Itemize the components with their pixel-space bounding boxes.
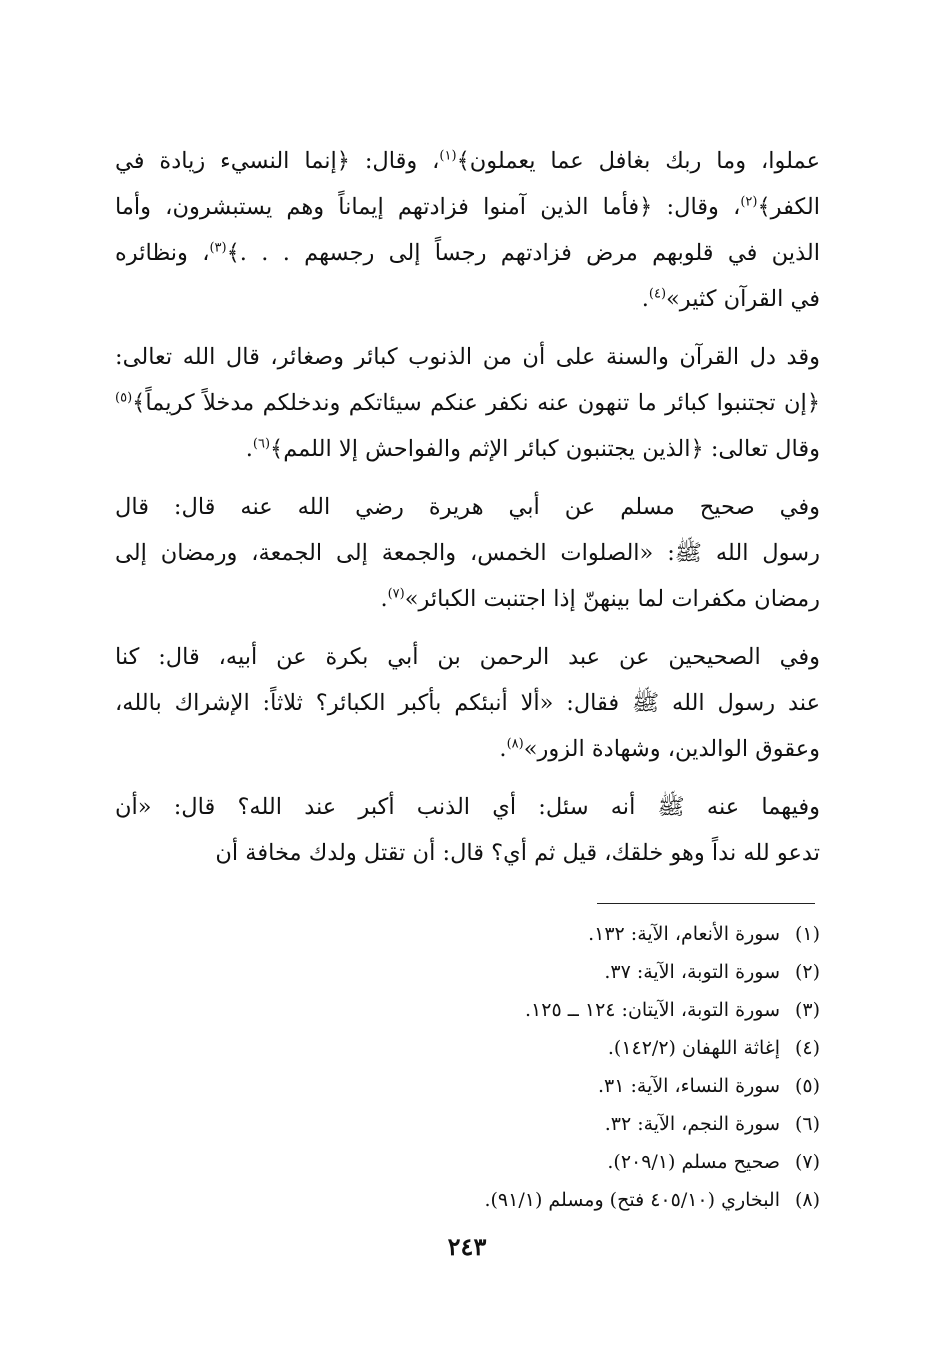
paragraph [115,484,820,622]
text-line [115,276,820,322]
text-line [115,184,820,230]
line-text: رسول الله ﷺ: «الصلوات الخمس، والجمعة إلى الجمعة، ورمضان إلى [115,540,820,566]
line-text: وفي الصحيحين عن عبد الرحمن بن أبي بكرة عن أبيه، قال: كنا [115,644,820,670]
footnote-item [330,1029,820,1067]
footnote-ref: (٥) [115,390,133,406]
footnote-number: (٧) [794,1151,820,1173]
footnote-item [330,1105,820,1143]
footnote-number: (٥) [794,1075,820,1097]
footnote-text: سورة النساء، الآية: ٣١. [597,1075,780,1097]
footnote-item [330,953,820,991]
line-text: عملوا، وما ربك بغافل عما يعملون﴾ [456,148,820,174]
footnote-ref: (٣) [209,240,227,256]
line-text: وقد دل القرآن والسنة على أن من الذنوب كبائر وصغائر، قال الله تعالى: [115,344,820,370]
line-text: الذين في قلوبهم مرض فزادتهم رجساً إلى رجسهم . . .﴾ [226,240,820,266]
footnote-ref: (٨) [506,736,524,752]
text-line [115,334,820,380]
footnote-number: (٣) [794,999,820,1021]
footnote-item [330,991,820,1029]
text-line [115,484,820,530]
line-text: عند رسول الله ﷺ فقال: «ألا أنبئكم بأكبر الكبائر؟ ثلاثاً: الإشراك بالله، [115,690,820,716]
footnote-text: سورة النجم، الآية: ٣٢. [604,1113,780,1135]
line-text-continued: . [245,436,253,462]
footnote-ref: (٤) [648,286,667,302]
line-text: رمضان مكفرات لما بينهنّ إذا اجتنبت الكبائر» [404,586,820,612]
footnote-number: (٨) [794,1189,820,1211]
footnote-text: البخاري (٤٠٥/١٠ فتح) ومسلم (٩١/١). [484,1189,780,1211]
line-text: في القرآن كثير» [666,286,820,312]
footnote-text: سورة التوبة، الآية: ٣٧. [604,961,780,983]
line-text: وعقوق الوالدين، وشهادة الزور» [523,736,820,762]
footnote-number: (١) [794,923,820,945]
text-line [115,830,820,876]
line-text-continued: . [641,286,649,312]
footnote-ref: (٢) [740,194,758,210]
footnotes-list [330,915,820,1219]
text-line [115,530,820,576]
footnote-ref: (٧) [387,586,405,602]
paragraph [115,634,820,772]
line-text-continued: . [380,586,388,612]
footnote-number: (٢) [794,961,820,983]
line-text: الكفر﴾ [757,194,820,220]
footnote-text: سورة التوبة، الآيتان: ١٢٤ ــ ١٢٥. [524,999,780,1021]
text-line [115,634,820,680]
text-line [115,576,820,622]
footnote-item [330,1143,820,1181]
footnote-item [330,1067,820,1105]
text-line [115,680,820,726]
line-text: تدعو لله نداً وهو خلقك، قيل ثم أي؟ قال: أن تقتل ولدك مخافة أن [215,840,820,866]
footnote-item [330,915,820,953]
footnote-divider [597,903,815,904]
footnote-text: صحيح مسلم (٢٠٩/١). [607,1151,780,1173]
text-line [115,726,820,772]
footnote-item [330,1181,820,1219]
text-line [115,380,820,426]
line-text: وقال تعالى: ﴿الذين يجتنبون كبائر الإثم والفواحش إلا اللمم﴾ [270,436,820,462]
footnote-number: (٤) [794,1037,820,1059]
line-text: وفيهما عنه ﷺ أنه سئل: أي الذنب أكبر عند الله؟ قال: «أن [115,794,820,820]
paragraph [115,138,820,322]
text-line [115,426,820,472]
text-line [115,784,820,830]
paragraph [115,784,820,876]
line-text-continued: . [499,736,507,762]
text-line [115,230,820,276]
line-text-continued: ، وقال: ﴿إنما النسيء زيادة في [115,148,440,174]
footnote-text: سورة الأنعام، الآية: ١٣٢. [588,923,780,945]
page-number: ٢٤٣ [447,1232,487,1261]
main-text [115,138,820,888]
line-text-continued: ، وقال: ﴿فأما الذين آمنوا فزادتهم إيماناً وهم يستبشرون، وأما [115,194,741,220]
line-text: ﴿إن تجتنبوا كبائر ما تنهون عنه نكفر عنكم سيئاتكم وندخلكم مدخلاً كريماً﴾ [132,390,820,416]
footnote-ref: (١) [439,148,457,164]
footnote-text: إغاثة اللهفان (١٤٢/٢). [607,1037,780,1059]
line-text: وفي صحيح مسلم عن أبي هريرة رضي الله عنه قال: قال [115,494,820,520]
footnote-ref: (٦) [252,436,271,452]
line-text-continued: ، ونظائره [115,240,210,266]
footnote-number: (٦) [794,1113,820,1135]
paragraph [115,334,820,472]
text-line [115,138,820,184]
